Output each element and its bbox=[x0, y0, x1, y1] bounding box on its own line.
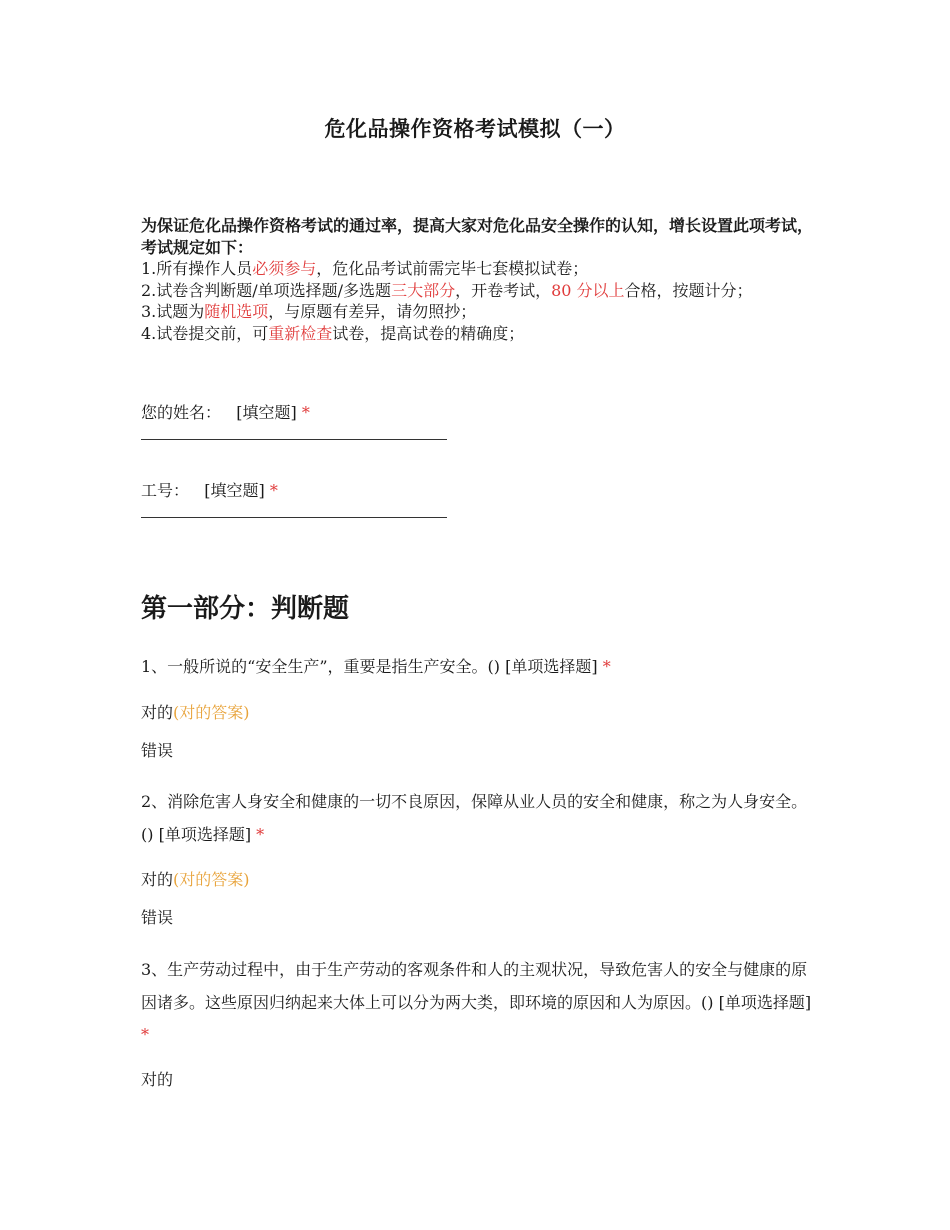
question-3-required-mark: * bbox=[141, 1025, 149, 1044]
intro-lead: 为保证危化品操作资格考试的通过率，提高大家对危化品安全操作的认知，增长设置此项考试，考试规定如下： bbox=[141, 216, 814, 257]
name-required-mark: * bbox=[301, 403, 310, 422]
name-input-line[interactable] bbox=[141, 439, 447, 440]
rule-3-highlight: 随机选项 bbox=[204, 302, 269, 321]
answer-note: (对的答案) bbox=[173, 870, 250, 889]
rule-1 bbox=[141, 258, 821, 280]
question-1-required-mark: * bbox=[602, 657, 611, 676]
id-field-label bbox=[141, 480, 447, 502]
rule-4-text: 4.试卷提交前，可 bbox=[141, 323, 269, 343]
question-1-text: 1、一般所说的“安全生产”，重要是指生产安全。() [单项选择题] bbox=[141, 657, 598, 676]
option-true-label: 对的 bbox=[141, 870, 174, 889]
section-title: 第一部分：判断题 bbox=[141, 594, 350, 624]
id-label: 工号： bbox=[141, 481, 190, 500]
rule-1-highlight: 必须参与 bbox=[252, 259, 317, 278]
question-2-option-true[interactable] bbox=[141, 869, 250, 891]
rule-3-text: 3.试题为 bbox=[141, 302, 205, 321]
question-2-option-false[interactable] bbox=[141, 907, 173, 929]
exam-intro bbox=[141, 215, 821, 344]
rule-2-text-mid: ，开卷考试， bbox=[455, 280, 552, 300]
question-1-option-true[interactable] bbox=[141, 702, 250, 724]
name-field bbox=[141, 402, 447, 440]
option-true-label: 对的 bbox=[141, 703, 174, 722]
rule-3 bbox=[141, 301, 821, 323]
question-3-text: 3、生产劳动过程中，由于生产劳动的客观条件和人的主观状况，导致危害人的安全与健康的原因诸多。这些原因归纳起来大体上可以分为两大类，即环境的原因和人为原因。() [单项选择题] bbox=[141, 960, 812, 1012]
question-2 bbox=[141, 786, 816, 851]
name-field-label bbox=[141, 402, 447, 424]
rule-2-text-end: 合格，按题计分； bbox=[624, 280, 753, 300]
id-field bbox=[141, 480, 447, 518]
rule-1-text-end: ，危化品考试前需完毕七套模拟试卷； bbox=[316, 259, 589, 278]
rule-2-text: 2.试卷含判断题/单项选择题/多选题 bbox=[141, 280, 392, 300]
question-1-option-false[interactable] bbox=[141, 740, 173, 762]
rule-1-text: 1.所有操作人员 bbox=[141, 259, 253, 278]
option-true-label: 对的 bbox=[141, 1070, 174, 1089]
page-title: 危化品操作资格考试模拟（一） bbox=[324, 116, 626, 141]
rule-2-highlight: 三大部分 bbox=[391, 280, 456, 300]
question-2-text: 2、消除危害人身安全和健康的一切不良原因，保障从业人员的安全和健康，称之为人身安全。() [单项选择题] bbox=[141, 792, 808, 844]
option-false-label: 错误 bbox=[141, 908, 174, 927]
id-type: [填空题] bbox=[204, 481, 265, 500]
question-3-option-true[interactable] bbox=[141, 1069, 173, 1091]
rule-2 bbox=[141, 280, 821, 302]
id-input-line[interactable] bbox=[141, 517, 447, 518]
rule-2-pass-score: 80 分以上 bbox=[551, 280, 625, 300]
rule-4-text-end: 试卷，提高试卷的精确度； bbox=[332, 323, 525, 343]
question-2-required-mark: * bbox=[256, 824, 265, 844]
question-3 bbox=[141, 954, 816, 1052]
id-required-mark: * bbox=[269, 481, 278, 500]
question-1 bbox=[141, 651, 816, 684]
rule-3-text-end: ，与原题有差异，请勿照抄； bbox=[268, 302, 477, 321]
answer-note: (对的答案) bbox=[173, 703, 250, 722]
name-label: 您的姓名： bbox=[141, 403, 222, 422]
option-false-label: 错误 bbox=[141, 741, 174, 760]
rule-4 bbox=[141, 323, 821, 345]
rule-4-highlight: 重新检查 bbox=[268, 323, 333, 343]
name-type: [填空题] bbox=[236, 403, 297, 422]
